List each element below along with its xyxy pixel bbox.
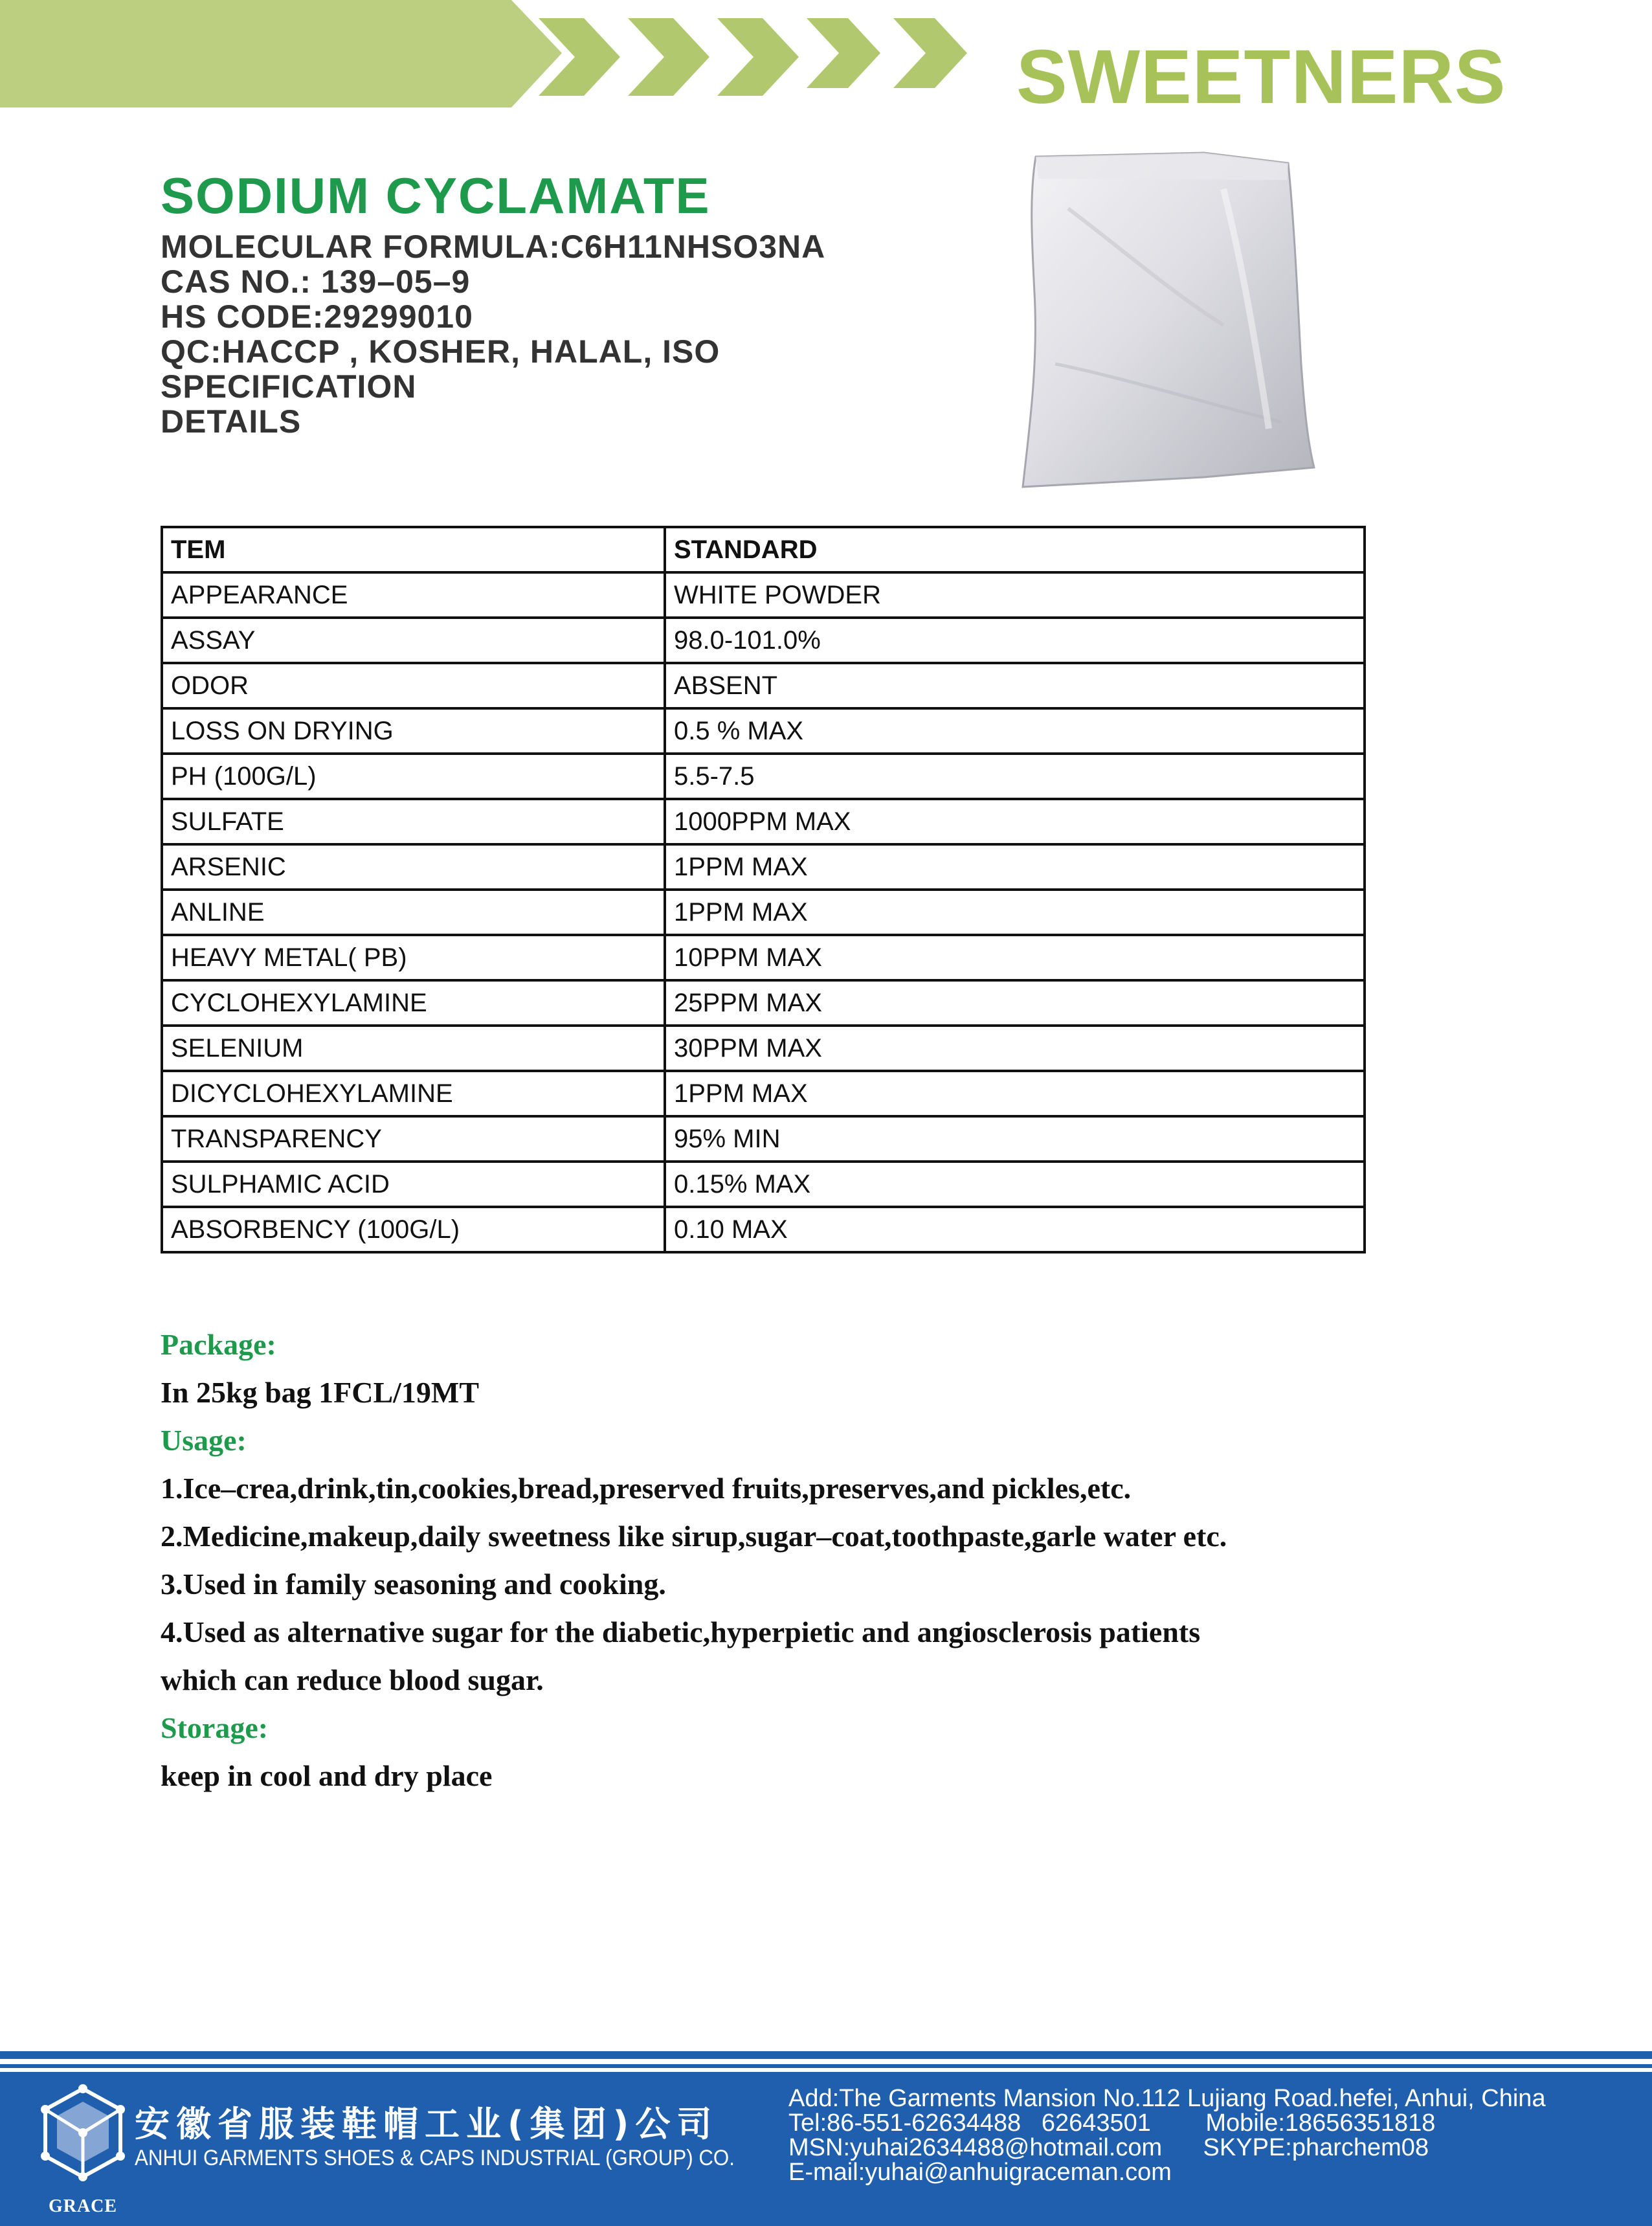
standard-cell: ABSENT: [665, 663, 1365, 708]
item-cell: ARSENIC: [162, 844, 665, 890]
contact-address: Add:The Garments Mansion No.112 Lujiang Road.hefei, Anhui, China: [788, 2085, 1546, 2112]
usage-line: 4.Used as alternative sugar for the diabetic,hyperpietic and angiosclerosis patients: [161, 1615, 1201, 1648]
table-row: [162, 1207, 1365, 1252]
usage-heading: Usage:: [161, 1424, 247, 1457]
banner-bar: [0, 0, 562, 107]
contact-msn: MSN:yuhai2634488@hotmail.com SKYPE:pharchem08: [788, 2134, 1429, 2161]
usage-line: 2.Medicine,makeup,daily sweetness like sirup,sugar–coat,toothpaste,garle water etc.: [161, 1520, 1227, 1553]
company-name-chinese: 安徽省服装鞋帽工业(集团)公司: [135, 2104, 719, 2144]
standard-cell: 95% MIN: [665, 1116, 1365, 1162]
table-row: [162, 754, 1365, 799]
standard-cell: 25PPM MAX: [665, 980, 1365, 1026]
specification-table: [161, 526, 1366, 1254]
usage-line: 3.Used in family seasoning and cooking.: [161, 1568, 666, 1601]
table-row: [162, 844, 1365, 890]
qc-certifications: QC:HACCP , KOSHER, HALAL, ISO: [161, 333, 720, 370]
contact-info: [788, 2086, 1643, 2185]
molecular-formula: MOLECULAR FORMULA:C6H11NHSO3NA: [161, 228, 826, 265]
package-text: In 25kg bag 1FCL/19MT: [161, 1376, 480, 1409]
contact-phone: Tel:86-551-62634488 62643501 Mobile:18656351818: [788, 2109, 1436, 2137]
item-cell: ASSAY: [162, 618, 665, 663]
item-cell: ABSORBENCY (100G/L): [162, 1207, 665, 1252]
chevron-arrow-icon: [717, 18, 799, 96]
table-row: [162, 572, 1365, 618]
standard-cell: 1PPM MAX: [665, 1071, 1365, 1116]
storage-text: keep in cool and dry place: [161, 1759, 493, 1792]
product-info-section: [161, 1321, 1520, 1800]
table-row: [162, 1162, 1365, 1207]
storage-heading: Storage:: [161, 1711, 269, 1744]
grace-cube-logo-icon: [38, 2084, 128, 2194]
table-row: [162, 1116, 1365, 1162]
specification-label: SPECIFICATION: [161, 368, 417, 405]
usage-line: 1.Ice–crea,drink,tin,cookies,bread,preserved fruits,preserves,and pickles,etc.: [161, 1472, 1132, 1505]
contact-email: E-mail:yuhai@anhuigraceman.com: [788, 2159, 1172, 2186]
item-cell: DICYCLOHEXYLAMINE: [162, 1071, 665, 1116]
item-cell: APPEARANCE: [162, 572, 665, 618]
item-cell: LOSS ON DRYING: [162, 708, 665, 754]
table-row: [162, 618, 1365, 663]
chevron-arrow-icon: [628, 18, 709, 96]
item-cell: HEAVY METAL( PB): [162, 935, 665, 980]
logo-text: GRACE: [48, 2196, 118, 2216]
column-header-item: TEM: [162, 527, 665, 572]
cas-number: CAS NO.: 139–05–9: [161, 263, 471, 300]
table-row: [162, 1071, 1365, 1116]
standard-cell: WHITE POWDER: [665, 572, 1365, 618]
footer-divider: [0, 2064, 1652, 2068]
standard-cell: 5.5-7.5: [665, 754, 1365, 799]
standard-cell: 1PPM MAX: [665, 844, 1365, 890]
header-banner: [0, 0, 1652, 129]
company-name-english: ANHUI GARMENTS SHOES & CAPS INDUSTRIAL (GROUP) CO.: [135, 2146, 735, 2170]
standard-cell: 1PPM MAX: [665, 890, 1365, 935]
chevron-arrow-icon: [807, 18, 880, 88]
standard-cell: 0.15% MAX: [665, 1162, 1365, 1207]
standard-cell: 30PPM MAX: [665, 1026, 1365, 1071]
table-row: [162, 663, 1365, 708]
column-header-standard: STANDARD: [665, 527, 1365, 572]
table-row: [162, 935, 1365, 980]
standard-cell: 10PPM MAX: [665, 935, 1365, 980]
item-cell: ANLINE: [162, 890, 665, 935]
item-cell: TRANSPARENCY: [162, 1116, 665, 1162]
item-cell: SELENIUM: [162, 1026, 665, 1071]
item-cell: CYCLOHEXYLAMINE: [162, 980, 665, 1026]
category-title: SWEETNERS: [1016, 34, 1506, 120]
standard-cell: 0.10 MAX: [665, 1207, 1365, 1252]
table-row: [162, 799, 1365, 844]
product-bag-image: [1010, 150, 1321, 493]
table-row: [162, 890, 1365, 935]
chevron-arrow-icon: [893, 18, 967, 88]
product-header: [161, 167, 970, 440]
item-cell: SULPHAMIC ACID: [162, 1162, 665, 1207]
standard-cell: 0.5 % MAX: [665, 708, 1365, 754]
package-heading: Package:: [161, 1328, 276, 1361]
item-cell: PH (100G/L): [162, 754, 665, 799]
product-name: SODIUM CYCLAMATE: [161, 167, 711, 224]
table-row: [162, 708, 1365, 754]
table-row: [162, 980, 1365, 1026]
usage-line: which can reduce blood sugar.: [161, 1663, 544, 1696]
table-row: [162, 1026, 1365, 1071]
footer-divider: [0, 2051, 1652, 2059]
hs-code: HS CODE:29299010: [161, 298, 473, 335]
item-cell: ODOR: [162, 663, 665, 708]
standard-cell: 1000PPM MAX: [665, 799, 1365, 844]
item-cell: SULFATE: [162, 799, 665, 844]
details-label: DETAILS: [161, 403, 302, 440]
table-header-row: [162, 527, 1365, 572]
standard-cell: 98.0-101.0%: [665, 618, 1365, 663]
